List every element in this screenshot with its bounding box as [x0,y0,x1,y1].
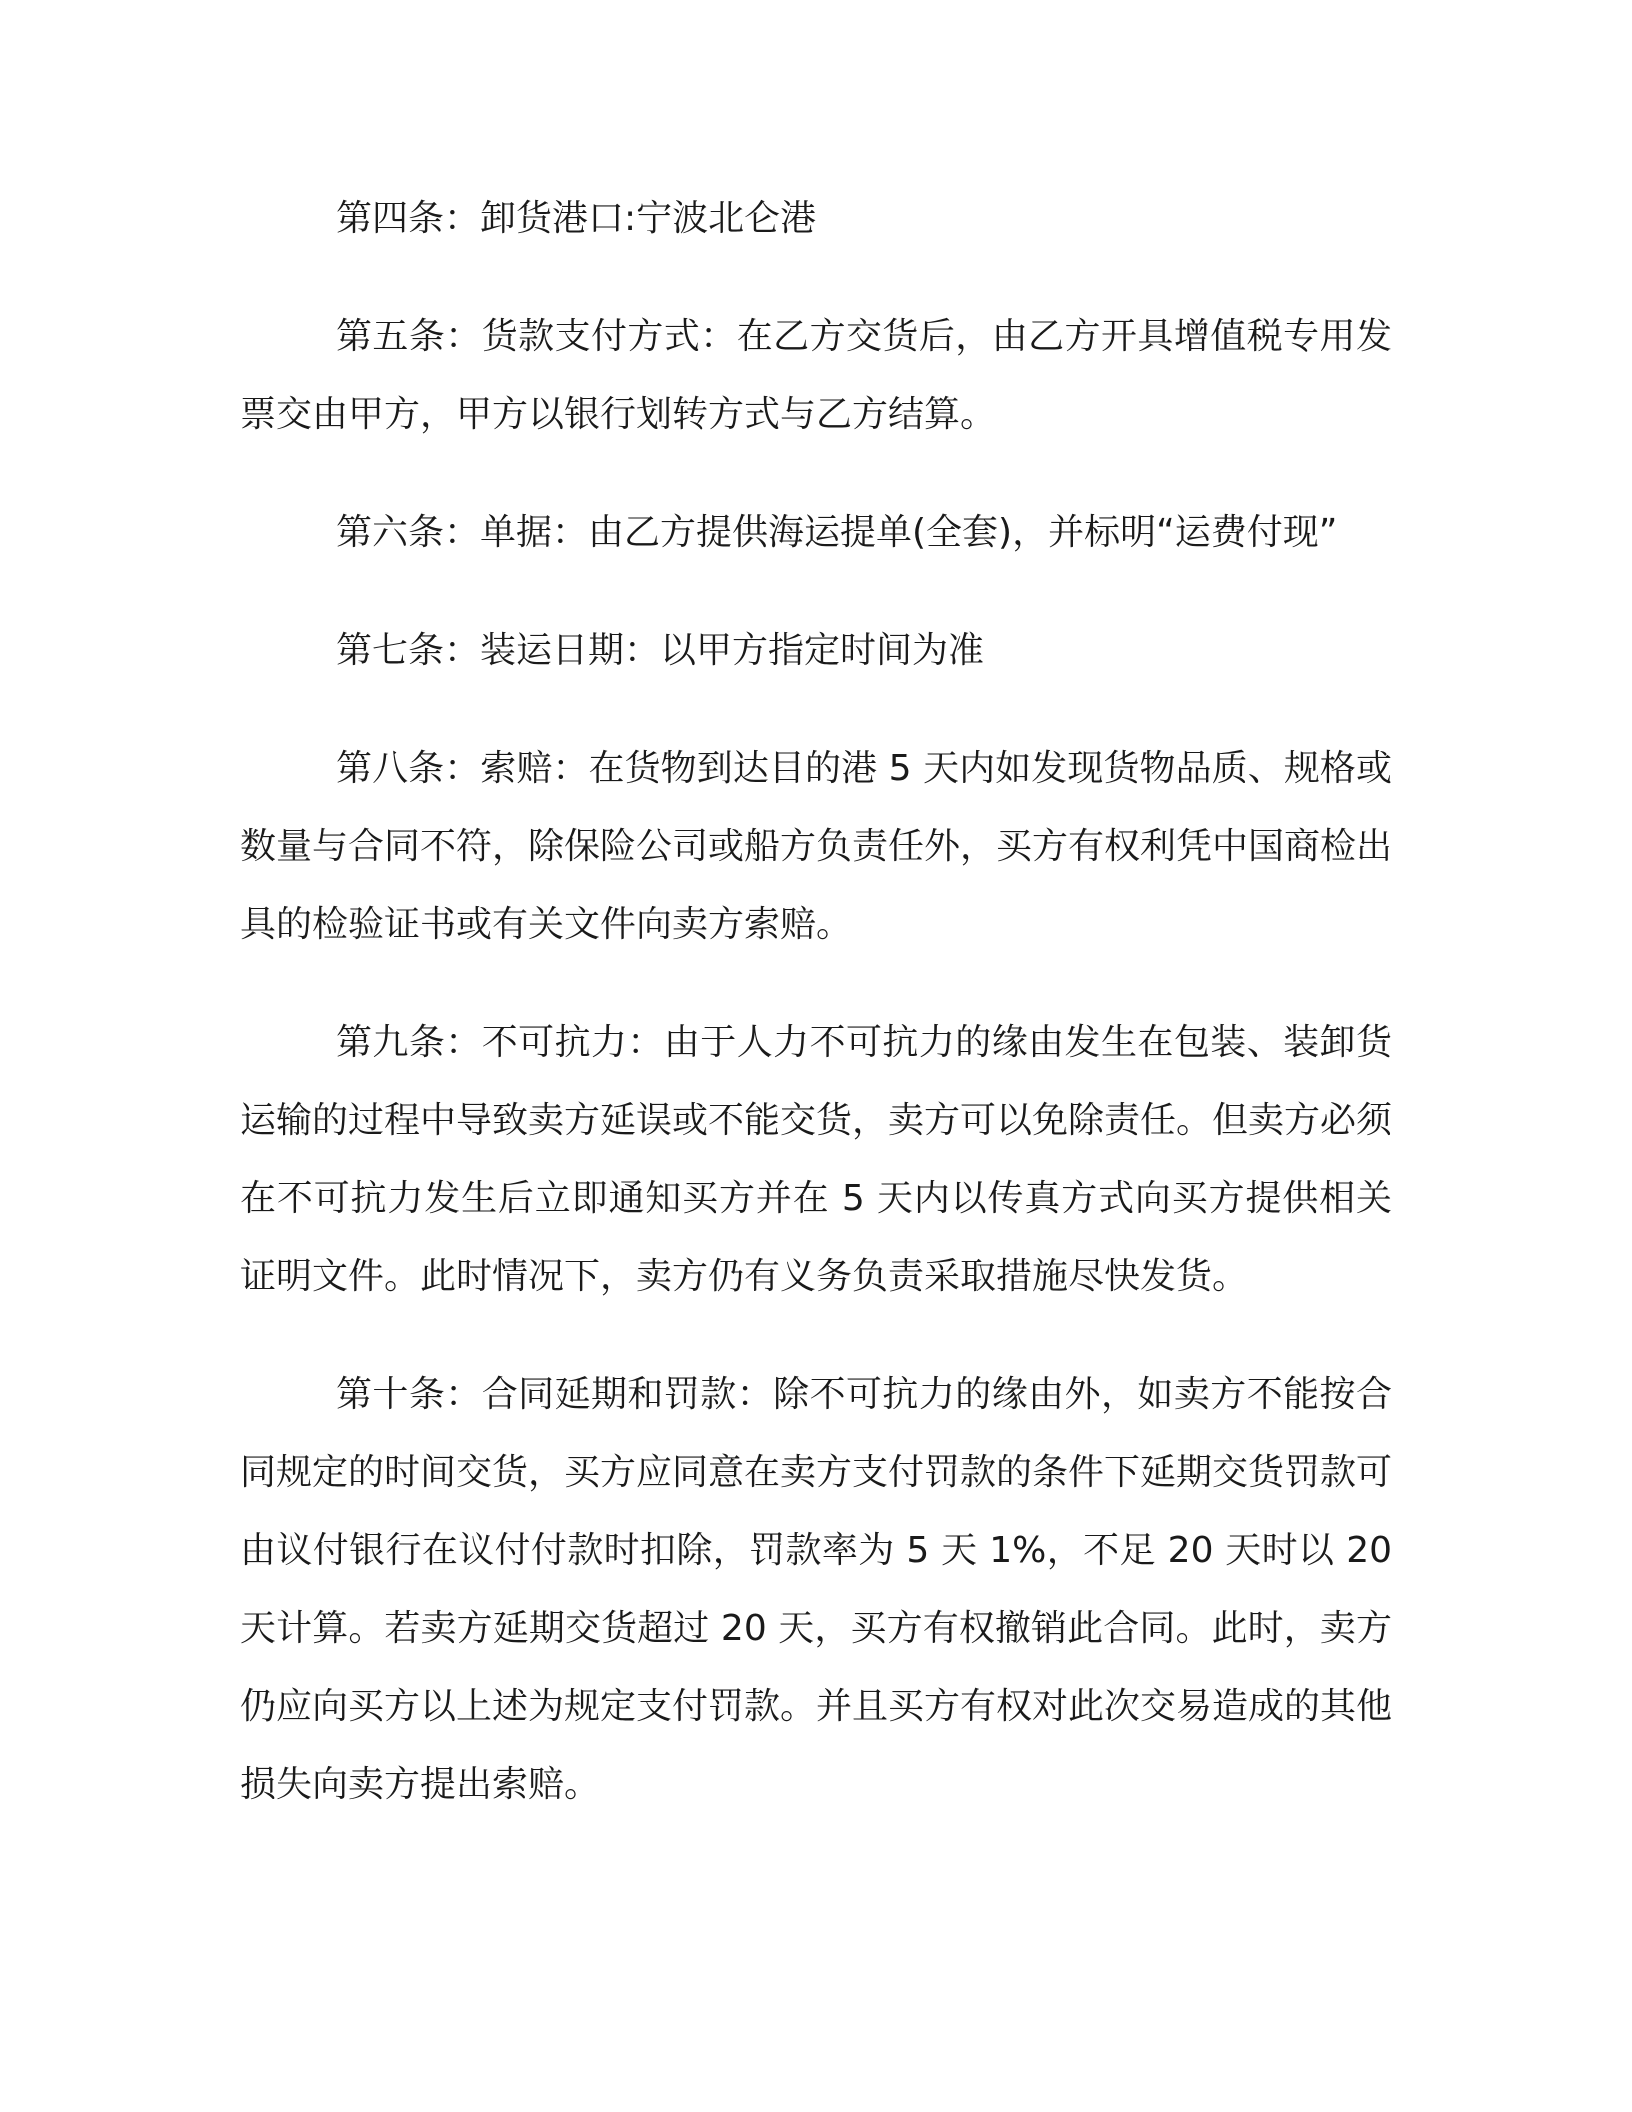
clause-8-claims: 第八条：索赔：在货物到达目的港 5 天内如发现货物品质、规格或数量与合同不符，除保险公司或船方负责任外，买方有权利凭中国商检出具的检验证书或有关文件向卖方索赔。 [240,748,1393,945]
contract-body [240,180,1392,1864]
clause-7-shipment-date: 第七条：装运日期：以甲方指定时间为准 [336,630,985,671]
clause-9-force-majeure: 第九条：不可抗力：由于人力不可抗力的缘由发生在包装、装卸货运输的过程中导致卖方延误或不能交货，卖方可以免除责任。但卖方必须在不可抗力发生后立即通知买方并在 5 天内以传真方式向买方提供相关证明文件。此时情况下，卖方仍有义务负责采取措施尽快发货。 [240,1022,1393,1297]
clause-10-delay-penalty: 第十条：合同延期和罚款：除不可抗力的缘由外，如卖方不能按合同规定的时间交货，买方应同意在卖方支付罚款的条件下延期交货罚款可由议付银行在议付付款时扣除，罚款率为 5 天 1%，不足 20 天时以 20 天计算。若卖方延期交货超过 20 天，买方有权撤销此合同。此时，卖方仍应向买方以上述为规定支付罚款。并且买方有权对此次交易造成的其他损失向卖方提出索赔。 [240,1374,1393,1805]
clause-4-discharge-port: 第四条：卸货港口:宁波北仑港 [336,198,817,239]
clause-6-documents: 第六条：单据：由乙方提供海运提单(全套)，并标明“运费付现” [336,512,1338,553]
clause-5-payment-method: 第五条：货款支付方式：在乙方交货后，由乙方开具增值税专用发票交由甲方，甲方以银行划转方式与乙方结算。 [240,316,1392,435]
